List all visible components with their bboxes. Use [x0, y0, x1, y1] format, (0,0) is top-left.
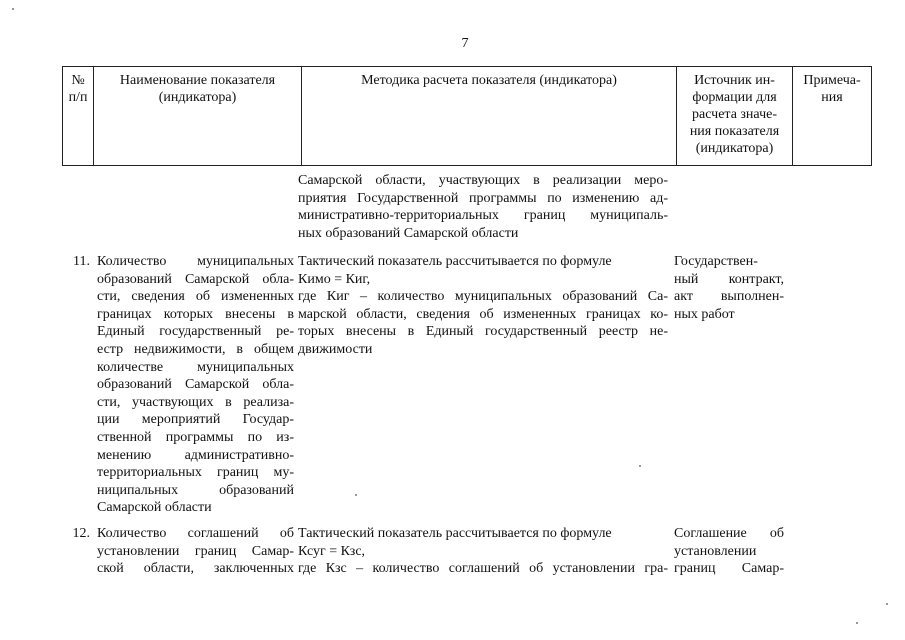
text-line: Тактический показатель рассчитывается по формуле	[298, 254, 612, 269]
header-text: ния показателя	[689, 124, 780, 139]
header-text: Источник ин-	[694, 73, 775, 88]
header-text: п/п	[68, 90, 88, 105]
text-line: сти, сведения об измененных	[97, 289, 294, 305]
header-text: Наименование показателя	[119, 73, 276, 88]
row-11-name	[97, 253, 294, 517]
header-col-source	[677, 67, 793, 166]
scan-speck	[886, 603, 888, 605]
scan-speck	[355, 494, 357, 496]
text-line: сти, участвующих в реализа-	[97, 394, 294, 410]
text-line: Соглашение об	[674, 526, 784, 541]
text-line: ных работ	[674, 306, 735, 322]
text-line: Единый государственный ре-	[97, 324, 294, 340]
text-line: ных образований Самарской области	[298, 225, 519, 241]
text-line: Тактический показатель рассчитывается по формуле	[298, 526, 612, 541]
text-line: установлении	[674, 543, 757, 559]
text-line: Государствен-	[674, 254, 758, 269]
header-text: расчета значе-	[692, 107, 777, 122]
text-line: ской области, заключенных	[97, 561, 294, 577]
text-line: ниципальных образований	[97, 482, 294, 498]
header-text: (индикатора)	[158, 90, 237, 105]
header-text: формации для	[692, 90, 777, 105]
row-11-method	[298, 253, 668, 359]
scan-speck	[639, 465, 641, 467]
table-header	[62, 66, 872, 166]
text-line: движимости	[298, 341, 373, 357]
text-line: границах которых внесены в	[97, 306, 294, 322]
text-line: ции мероприятий Государ-	[97, 412, 294, 428]
text-line: Самарской области	[97, 500, 212, 516]
text-line: Количество соглашений об	[97, 526, 294, 541]
text-line: установлении границ Самар-	[97, 543, 294, 559]
text-line: образований Самарской обла-	[97, 271, 294, 287]
row-12-name	[97, 525, 294, 578]
text-line: Количество муниципальных	[97, 254, 294, 269]
row-11-source	[674, 253, 784, 323]
scan-speck	[856, 622, 858, 624]
scan-speck	[12, 8, 14, 10]
formula: Ксуг = Кзс,	[298, 543, 366, 559]
text-line: естр недвижимости, в общем	[97, 341, 294, 357]
header-col-name	[94, 67, 302, 166]
row-12-number: 12.	[72, 526, 90, 541]
text-line: марской области, сведения об измененных границах ко-	[298, 306, 668, 322]
header-text: (индикатора)	[695, 141, 774, 156]
header-col-method	[302, 67, 677, 166]
text-line: количестве муниципальных	[97, 359, 294, 375]
text-line: менению административно-	[97, 447, 294, 463]
page-number: 7	[461, 36, 469, 51]
text-line: где Киг – количество муниципальных образований Са-	[298, 289, 668, 305]
row-11-number: 11.	[73, 254, 90, 269]
text-line: ный контракт,	[674, 271, 784, 287]
header-text: ния	[821, 90, 843, 105]
text-line: территориальных границ му-	[97, 465, 294, 481]
header-col-note	[793, 67, 872, 166]
continuation-method	[298, 172, 668, 242]
formula: Кимо = Киг,	[298, 271, 371, 287]
header-text: Примеча-	[803, 73, 861, 88]
header-text: Методика расчета показателя (индикатора)	[361, 73, 617, 88]
header-text: №	[71, 73, 85, 88]
text-line: приятия Государственной программы по изменению ад-	[298, 190, 668, 206]
text-line: акт выполнен-	[674, 289, 784, 305]
row-12-source	[674, 525, 784, 578]
row-12-method	[298, 525, 668, 578]
text-line: где Кзс – количество соглашений об установлении гра-	[298, 561, 668, 577]
text-line: торых внесены в Единый государственный реестр не-	[298, 324, 668, 340]
text-line: ственной программы по из-	[97, 429, 294, 445]
text-line: образований Самарской обла-	[97, 377, 294, 393]
text-line: Самарской области, участвующих в реализации меро-	[298, 173, 668, 188]
header-col-number	[63, 67, 94, 166]
text-line: границ Самар-	[674, 561, 784, 577]
text-line: министративно-территориальных границ муниципаль-	[298, 208, 668, 224]
